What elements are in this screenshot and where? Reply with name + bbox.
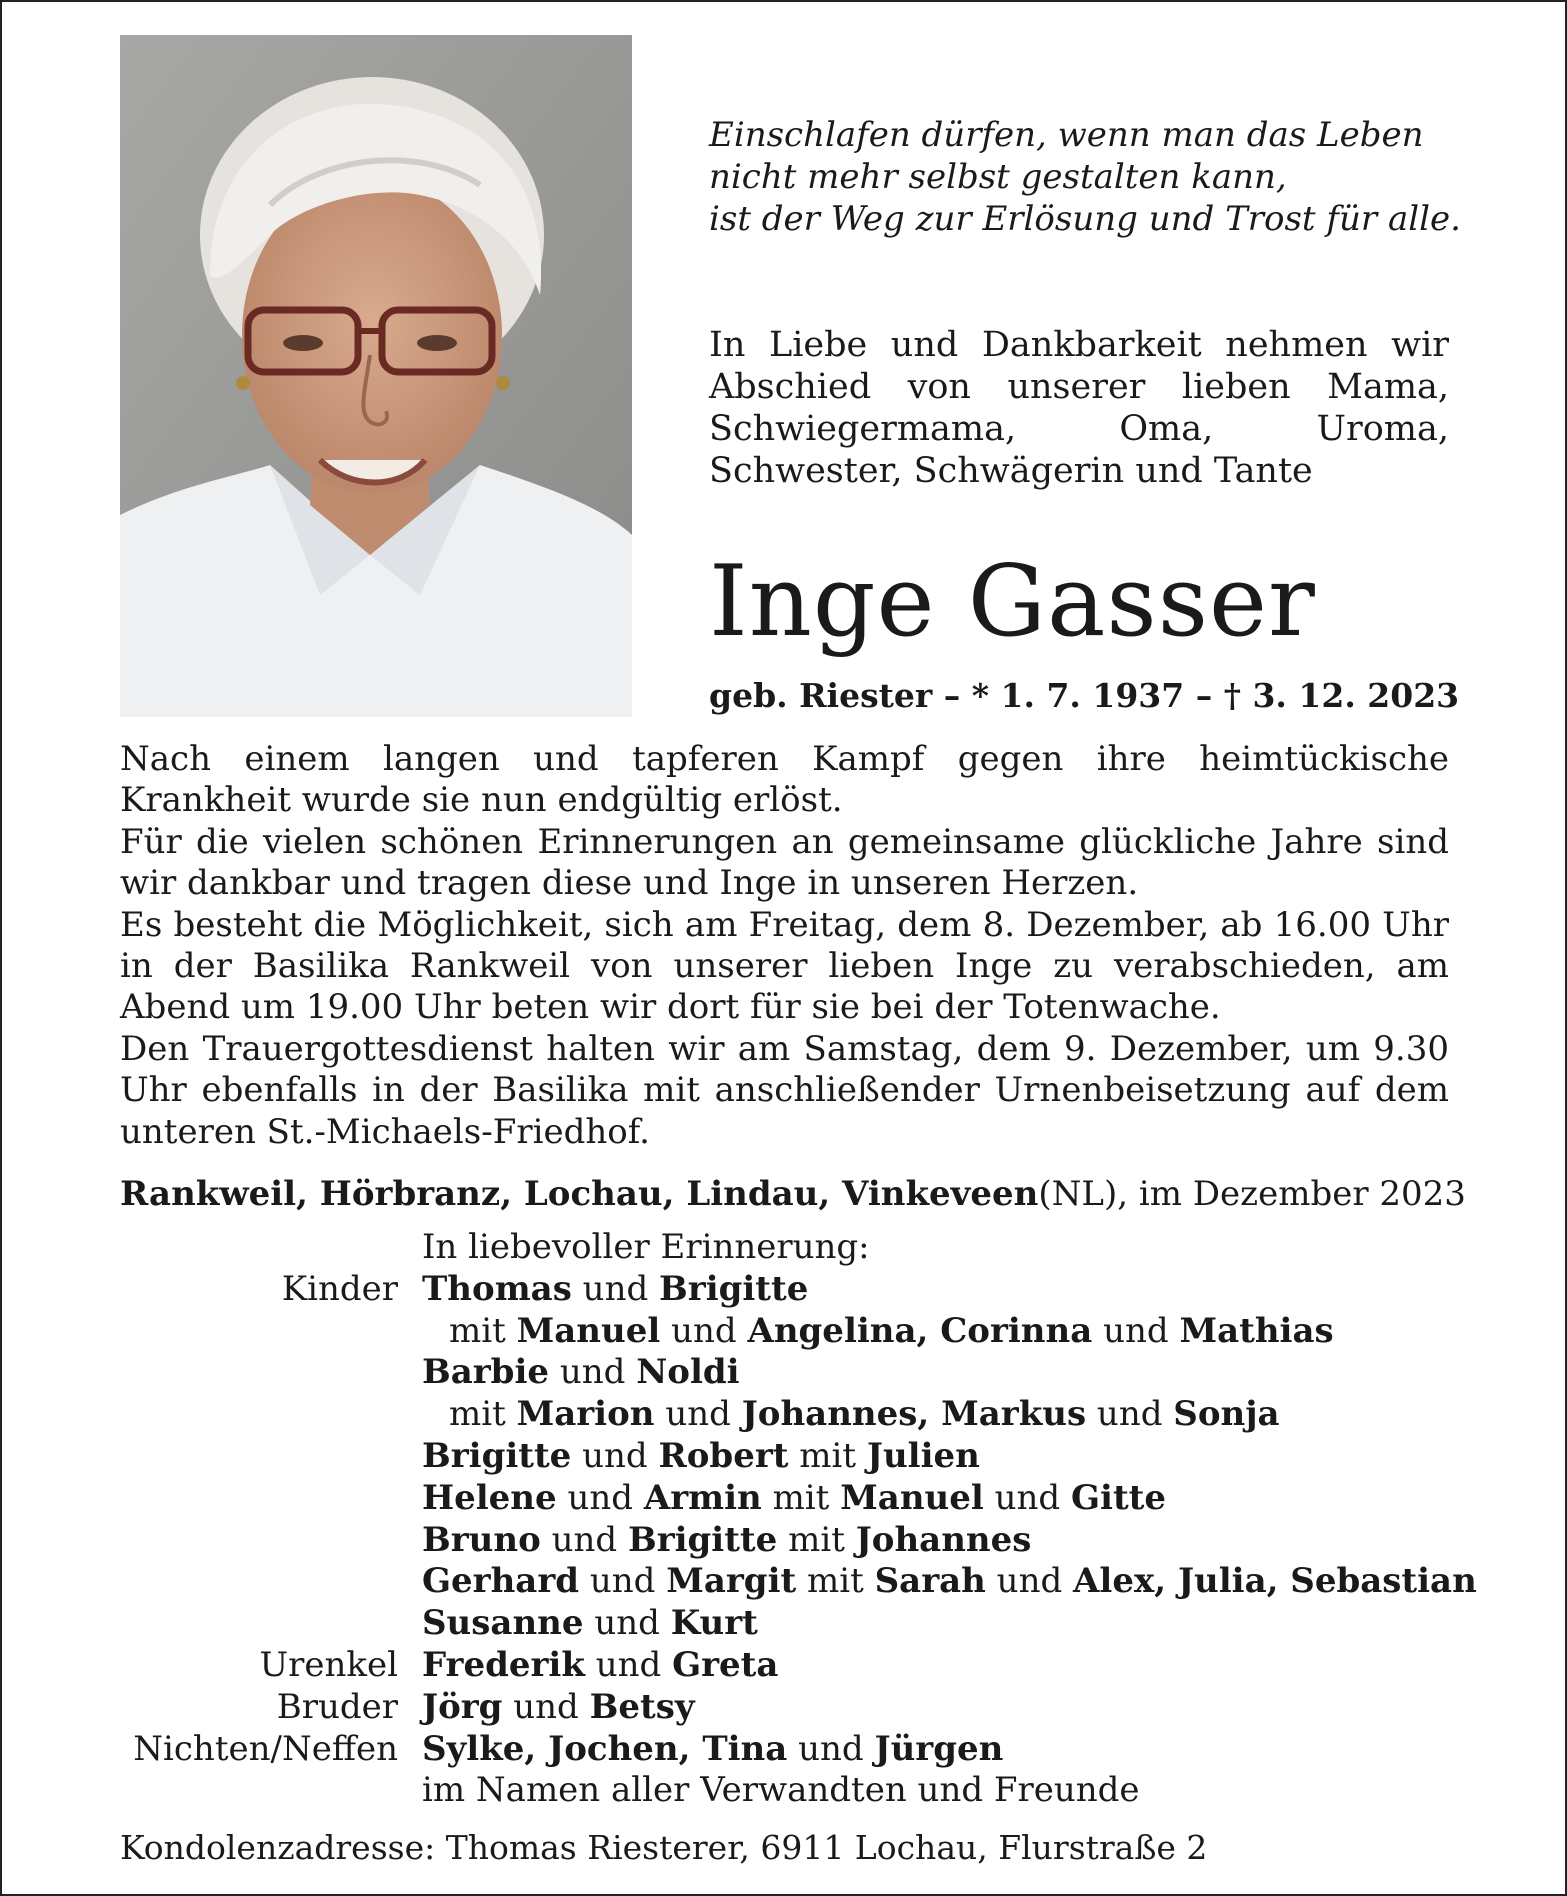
body-text <box>120 739 1449 1153</box>
family-name: Jürgen <box>874 1728 1004 1769</box>
signatures <box>110 1227 1530 1812</box>
signature-row: Bruder Jörg und Betsy <box>110 1687 1530 1729</box>
family-name: Kurt <box>670 1603 758 1644</box>
condolence-address: Kondolenzadresse: Thomas Riesterer, 6911 Lochau, Flurstraße 2 <box>120 1828 1208 1867</box>
family-name: Johannes <box>741 1394 918 1435</box>
family-name: Gerhard <box>422 1561 580 1602</box>
family-name: Sebastian <box>1290 1561 1477 1602</box>
signatures-heading: In liebevoller Erinnerung: <box>422 1227 870 1267</box>
family-name: Betsy <box>589 1686 695 1727</box>
signature-row: Helene und Armin mit Manuel und Gitte <box>422 1477 1166 1518</box>
signature-row: Susanne und Kurt <box>422 1603 758 1644</box>
family-name: Jörg <box>422 1686 503 1727</box>
family-name: Thomas <box>422 1268 572 1309</box>
relation-label: Kinder <box>281 1268 398 1309</box>
family-name: Helene <box>422 1477 557 1518</box>
relation-label: Bruder <box>276 1686 398 1727</box>
signature-row: Brigitte und Robert mit Julien <box>422 1435 980 1476</box>
family-name: Manuel <box>516 1310 661 1351</box>
birth-death-dates: geb. Riester – * 1. 7. 1937 – † 3. 12. 2023 <box>709 676 1460 715</box>
intro-text: In Liebe und Dankbarkeit nehmen wir Abschied von unserer lieben Mama, Schwiegermama, Oma, Uroma, Schwester, Schwägerin und Tante <box>709 325 1449 491</box>
family-name: Sonja <box>1173 1394 1280 1435</box>
motto-line: Einschlafen dürfen, wenn man das Leben <box>709 115 1424 155</box>
signature-row: Gerhard und Margit mit Sarah und Alex, Julia, Sebastian <box>422 1561 1477 1602</box>
relation-label: Urenkel <box>259 1644 398 1685</box>
motto-line: nicht mehr selbst gestalten kann, <box>709 157 1287 197</box>
signature-row: Bruno und Brigitte mit Johannes <box>422 1519 1032 1560</box>
place-date: (NL), im Dezember 2023 <box>1038 1174 1466 1214</box>
motto-line: ist der Weg zur Erlösung und Trost für alle. <box>709 199 1461 239</box>
family-name: Markus <box>941 1394 1087 1435</box>
signature-row <box>110 1227 1530 1269</box>
place-date-line <box>120 1172 1466 1216</box>
family-name: Brigitte <box>422 1435 572 1476</box>
paragraph: Für die vielen schönen Erinnerungen an gemeinsame glückliche Jahre sind wir dankbar und tragen diese und Inge in unseren Herzen. <box>120 821 1449 904</box>
paragraph: Nach einem langen und tapferen Kampf gegen ihre heimtückische Krankheit wurde sie nun endgültig erlöst. <box>120 739 1449 821</box>
family-name: Manuel <box>840 1477 984 1518</box>
family-name: Armin <box>643 1477 762 1518</box>
signature-row: mit Manuel und Angelina, Corinna und Mathias <box>449 1310 1334 1351</box>
paragraph: Es besteht die Möglichkeit, sich am Freitag, dem 8. Dezember, ab 16.00 Uhr in der Basilika Rankweil von unserer lieben Inge zu verabschieden, am Abend um 19.00 Uhr beten wir dort für sie bei der Totenwache. <box>120 904 1449 1028</box>
family-name: Julia <box>1177 1561 1267 1602</box>
family-name: Alex <box>1073 1561 1155 1602</box>
paragraph: Den Trauergottesdienst halten wir am Samstag, dem 9. Dezember, um 9.30 Uhr ebenfalls in der Basilika mit anschließender Urnenbeisetzung auf dem unteren St.-Michaels-Friedhof. <box>120 1028 1449 1152</box>
family-name: Jochen <box>548 1728 679 1769</box>
family-name: Brigitte <box>659 1268 809 1309</box>
family-name: Sylke <box>422 1728 525 1769</box>
signature-row: Nichten/Neffen Sylke, Jochen, Tina und Jürgen <box>110 1729 1530 1771</box>
portrait-illustration <box>120 35 632 717</box>
signature-row: Urenkel Frederik und Greta <box>110 1645 1530 1687</box>
family-name: Tina <box>702 1728 788 1769</box>
family-name: Noldi <box>636 1352 740 1393</box>
signature-row: mit Marion und Johannes, Markus und Sonja <box>449 1394 1280 1435</box>
portrait-photo <box>120 35 632 717</box>
family-name: Johannes <box>855 1519 1032 1560</box>
family-name: Angelina <box>747 1310 917 1351</box>
relation-label: Nichten/Neffen <box>133 1728 398 1769</box>
signature-row <box>110 1770 1530 1812</box>
family-name: Corinna <box>940 1310 1093 1351</box>
family-name: Sarah <box>874 1561 986 1602</box>
closing-line: im Namen aller Verwandten und Freunde <box>422 1770 1140 1811</box>
family-name: Susanne <box>422 1603 584 1644</box>
signature-row: Barbie und Noldi <box>422 1352 740 1393</box>
family-name: Margit <box>666 1561 797 1602</box>
family-name: Gitte <box>1071 1477 1166 1518</box>
family-name: Barbie <box>422 1352 550 1393</box>
family-name: Greta <box>672 1644 779 1685</box>
family-name: Julien <box>866 1435 980 1476</box>
family-name: Bruno <box>422 1519 541 1560</box>
family-name: Marion <box>516 1394 655 1435</box>
family-name: Robert <box>658 1435 789 1476</box>
family-name: Brigitte <box>627 1519 778 1560</box>
family-name: Mathias <box>1179 1310 1334 1351</box>
motto-verse <box>709 114 1469 240</box>
deceased-name: Inge Gasser <box>709 545 1316 659</box>
signature-row: Kinder Thomas und Brigitte <box>110 1269 1530 1311</box>
places: Rankweil, Hörbranz, Lochau, Lindau, Vinkeveen <box>120 1174 1039 1214</box>
family-name: Frederik <box>422 1644 585 1685</box>
